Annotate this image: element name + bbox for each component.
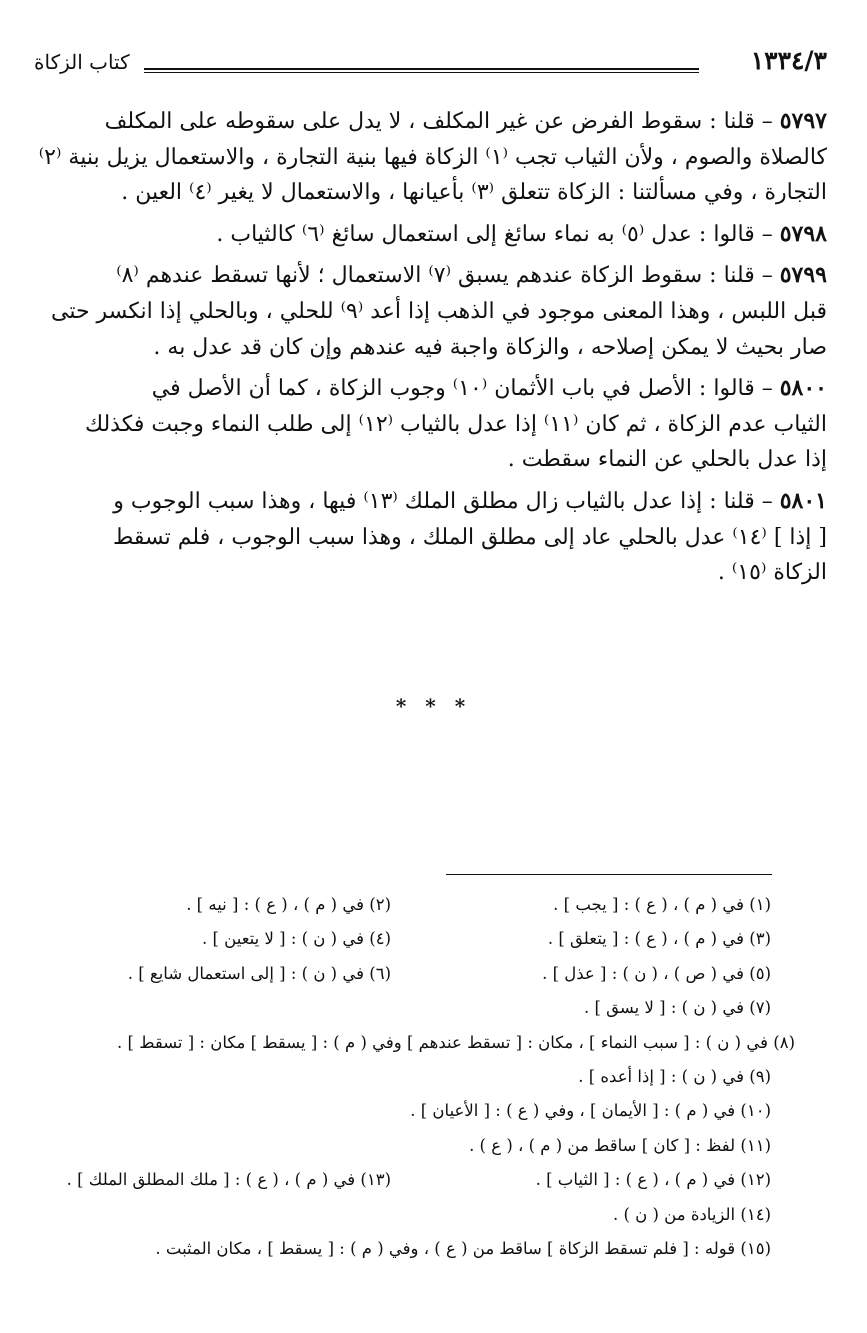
footnote-13: (١٣) في ( م ) ، ( ع ) : [ ملك المطلق الملك ] .	[66, 1170, 391, 1190]
text-line	[38, 371, 827, 407]
page-header	[34, 46, 827, 86]
footnote-8: (٨) في ( ن ) : [ سبب النماء ] ، مكان : [ تسقط عندهم ] وفي ( م ) : [ يسقط ] مكان : [ تسقط ] .	[117, 1032, 795, 1052]
text-line	[38, 217, 827, 253]
footnote-9: (٩) في ( ن ) : [ إذا أعده ] .	[578, 1066, 771, 1086]
footnote-6: (٦) في ( ن ) : [ إلى استعمال شايع ] .	[127, 963, 391, 983]
header-rule-thin	[144, 72, 699, 73]
footnote-row	[30, 1026, 795, 1060]
footnote-2: (٢) في ( م ) ، ( ع ) : [ نيه ] .	[186, 895, 391, 914]
footnote-row	[30, 991, 771, 1025]
footnote-row	[30, 1094, 771, 1128]
footnote-11: (١١) لفظ : [ كان ] ساقط من ( م ) ، ( ع ) .	[469, 1135, 771, 1155]
footnote-7: (٧) في ( ن ) : [ لا يسق ] .	[584, 998, 771, 1018]
footnote-row	[30, 1129, 771, 1163]
text-span: – قالوا : الأصل في باب الأثمان ⁽١٠⁾ وجوب الزكاة ، كما أن الأصل في	[151, 376, 773, 402]
footnote-rule	[446, 874, 772, 875]
footnote-row	[30, 1198, 771, 1232]
paragraph-5799	[38, 258, 827, 365]
page-number: ١٣٣٤/٣	[750, 46, 827, 75]
section-separator: * * *	[395, 694, 472, 718]
footnote-row	[30, 957, 771, 991]
paragraph-number: ٥٨٠١	[779, 487, 827, 514]
text-line: التجارة ، وفي مسألتنا : الزكاة تتعلق ⁽٣⁾ بأعيانها ، والاستعمال لا يغير ⁽٤⁾ العين .	[121, 180, 827, 206]
paragraph-5800	[38, 371, 827, 478]
paragraph-5797	[38, 104, 827, 211]
footnotes	[30, 888, 795, 1266]
paragraph-number: ٥٧٩٧	[779, 108, 827, 134]
footnote-3: (٣) في ( م ) ، ( ع ) : [ يتعلق ] .	[547, 929, 771, 949]
footnote-15: (١٥) قوله : [ فلم تسقط الزكاة ] ساقط من ( ع ) ، وفي ( م ) : [ يسقط ] ، مكان المثبت .	[155, 1238, 771, 1258]
text-line	[38, 104, 827, 140]
paragraph-number: ٥٧٩٨	[779, 220, 827, 247]
footnote-row	[30, 922, 771, 956]
text-line: [ إذا ] ⁽١٤⁾ عدل بالحلي عاد إلى مطلق الملك ، وهذا سبب الوجوب ، فلم تسقط	[113, 524, 827, 550]
paragraph-number: ٥٨٠٠	[779, 375, 827, 402]
main-text	[38, 104, 827, 597]
footnote-4: (٤) في ( ن ) : [ لا يتعين ] .	[202, 929, 391, 949]
footnote-1: (١) في ( م ) ، ( ع ) : [ يجب ] .	[553, 895, 771, 914]
paragraph-number: ٥٧٩٩	[779, 262, 827, 289]
footnote-row	[30, 1163, 771, 1197]
footnote-row	[30, 888, 771, 922]
text-span: – قلنا : سقوط الزكاة عندهم يسبق ⁽٧⁾ الاستعمال ؛ لأنها تسقط عندهم ⁽٨⁾	[116, 263, 773, 289]
text-line: صار بحيث لا يمكن إصلاحه ، والزكاة واجبة فيه عندهم وإن كان قد عدل به .	[153, 334, 827, 360]
footnote-12: (١٢) في ( م ) ، ( ع ) : [ الثياب ] .	[535, 1170, 771, 1190]
text-line: إذا عدل بالحلي عن النماء سقطت .	[507, 447, 827, 473]
footnote-14: (١٤) الزيادة من ( ن ) .	[612, 1204, 771, 1224]
footnote-row	[30, 1232, 771, 1266]
footnote-10: (١٠) في ( م ) : [ الأيمان ] ، وفي ( ع ) : [ الأعيان ] .	[410, 1101, 771, 1121]
header-rule	[144, 68, 699, 70]
paragraph-5801	[38, 484, 827, 591]
text-line: الزكاة ⁽١٥⁾ .	[717, 560, 827, 586]
text-span: – قلنا : سقوط الفرض عن غير المكلف ، لا يدل على سقوطه على المكلف	[104, 109, 773, 134]
text-line: كالصلاة والصوم ، ولأن الثياب تجب ⁽١⁾ الزكاة فيها بنية التجارة ، والاستعمال يزيل بنية ⁽٢⁾	[38, 144, 827, 170]
text-line	[38, 258, 827, 294]
text-span: – قلنا : إذا عدل بالثياب زال مطلق الملك ⁽١٣⁾ فيها ، وهذا سبب الوجوب و	[113, 488, 773, 514]
text-line	[38, 484, 827, 520]
footnote-5: (٥) في ( ص ) ، ( ن ) : [ عذل ] .	[542, 963, 771, 983]
paragraph-5798	[38, 217, 827, 253]
footnote-row	[30, 1060, 771, 1094]
text-line: قبل اللبس ، وهذا المعنى موجود في الذهب إذا أعد ⁽٩⁾ للحلي ، وبالحلي إذا انكسر حتى	[50, 298, 827, 324]
book-title: كتاب الزكاة	[34, 50, 130, 74]
text-line: الثياب عدم الزكاة ، ثم كان ⁽١١⁾ إذا عدل بالثياب ⁽١٢⁾ إلى طلب النماء وجبت فكذلك	[84, 411, 827, 437]
text-span: – قالوا : عدل ⁽٥⁾ به نماء سائغ إلى استعمال سائغ ⁽٦⁾ كالثياب .	[216, 221, 773, 247]
